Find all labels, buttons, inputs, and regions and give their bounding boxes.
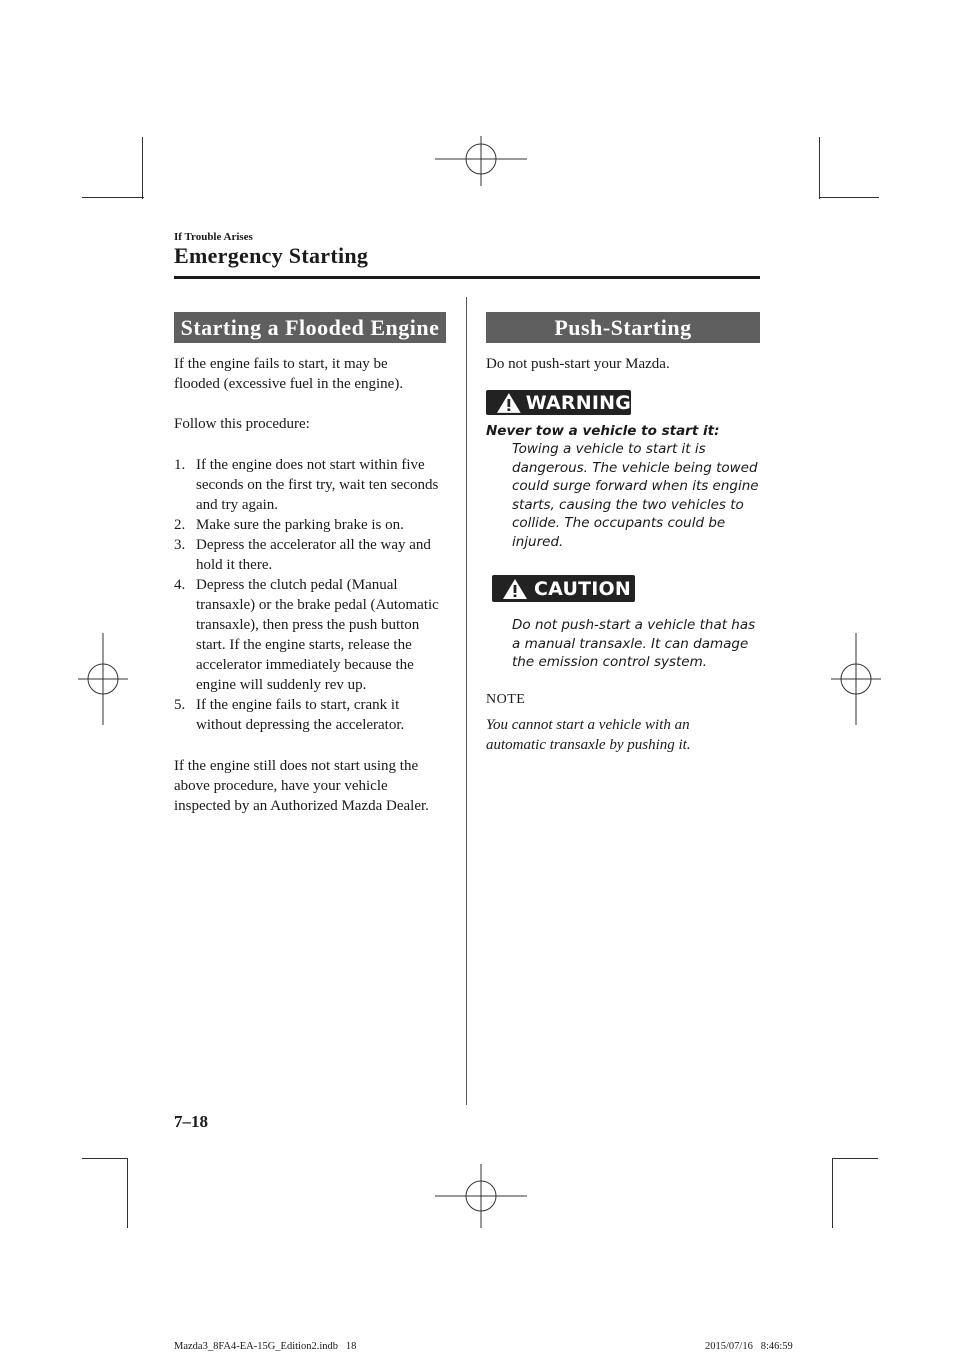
registration-target-icon bbox=[435, 1164, 527, 1228]
caution-label: CAUTION bbox=[534, 577, 631, 600]
left-column bbox=[174, 312, 446, 816]
list-item: 3. Depress the accelerator all the way and hold it there. bbox=[174, 537, 431, 573]
registration-target-icon bbox=[831, 633, 881, 725]
caution-badge bbox=[492, 575, 635, 602]
section-heading-push-starting: Push-Starting bbox=[486, 312, 760, 343]
flooded-closing: If the engine still does not start using the above procedure, have your vehicle inspected by an Authorized Mazda Dealer. bbox=[174, 758, 429, 814]
note-body: You cannot start a vehicle with an automatic transaxle by pushing it. bbox=[486, 716, 691, 753]
caution-triangle-icon bbox=[502, 578, 528, 600]
list-item: 5. If the engine fails to start, crank it without depressing the accelerator. bbox=[174, 697, 405, 733]
footer-timestamp: 2015/07/16 8:46:59 bbox=[705, 1341, 793, 1352]
warning-body: Towing a vehicle to start it is dangerous. The vehicle being towed could surge forward when its engine starts, causing the two vehicles to collide. The occupants could be injured. bbox=[512, 441, 759, 550]
procedure-steps bbox=[174, 455, 446, 735]
page-number: 7–18 bbox=[174, 1112, 208, 1131]
warning-title: Never tow a vehicle to start it: bbox=[486, 423, 720, 439]
section-heading-flooded-engine: Starting a Flooded Engine bbox=[174, 312, 446, 343]
caution-body: Do not push-start a vehicle that has a manual transaxle. It can damage the emission control system. bbox=[512, 617, 756, 670]
warning-badge bbox=[486, 390, 631, 415]
warning-triangle-icon bbox=[496, 392, 522, 414]
note-label: NOTE bbox=[486, 691, 526, 707]
warning-label: WARNING bbox=[525, 391, 631, 414]
registration-target-icon bbox=[78, 633, 128, 725]
registration-target-icon bbox=[435, 136, 527, 186]
push-start-intro: Do not push-start your Mazda. bbox=[486, 356, 670, 372]
procedure-lead: Follow this procedure: bbox=[174, 416, 310, 432]
list-item: 1. If the engine does not start within five seconds on the first try, wait ten seconds and try again. bbox=[174, 457, 439, 513]
right-column bbox=[486, 312, 760, 755]
footer-file: Mazda3_8FA4-EA-15G_Edition2.indb 18 bbox=[174, 1341, 357, 1352]
chapter-rule bbox=[174, 276, 760, 279]
section-label: If Trouble Arises bbox=[174, 231, 253, 243]
chapter-title: Emergency Starting bbox=[174, 243, 369, 268]
column-divider bbox=[466, 297, 467, 1105]
list-item: 4. Depress the clutch pedal (Manual transaxle) or the brake pedal (Automatic transaxle), then press the push button start. If the engine starts, release the accelerator immediately because the engine will suddenly rev up. bbox=[174, 577, 439, 693]
flooded-intro: If the engine fails to start, it may be flooded (excessive fuel in the engine). bbox=[174, 356, 404, 392]
list-item: 2. Make sure the parking brake is on. bbox=[174, 517, 404, 533]
